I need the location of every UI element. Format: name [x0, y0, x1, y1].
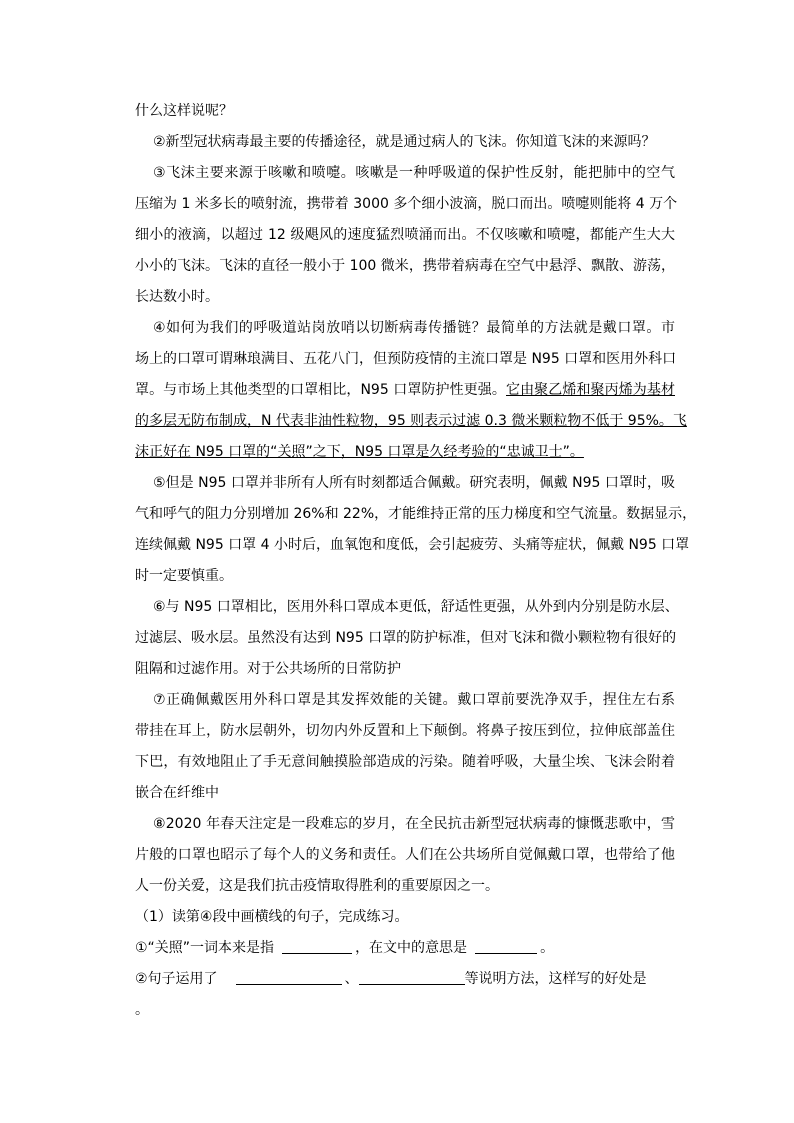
- q1-text-a: ①“关照”一词本来是指: [135, 940, 275, 956]
- line-text: 压缩为 1 米多长的喷射流，携带着 3000 多个细小波滴，脱口而出。喷嚏则能将 4 万个: [135, 196, 678, 212]
- paragraph: [135, 313, 687, 468]
- line-text: 长达数小时。: [135, 289, 219, 305]
- text-line: [135, 530, 690, 561]
- text-line: [135, 809, 675, 840]
- answer-blank-4[interactable]: [359, 970, 465, 985]
- line-text: 气和呼气的阻力分别增加 26%和 22%，才能维持正常的压力梯度和空气流量。数据显示，: [135, 506, 697, 522]
- text-line: [135, 189, 678, 220]
- line-text: 过滤层、吸水层。虽然没有达到 N95 口罩的防护标准，但对飞沫和微小颗粒物有很好的: [135, 630, 677, 646]
- document-body: [135, 96, 697, 1026]
- text-line: [135, 96, 675, 127]
- question-section: [135, 902, 675, 1026]
- text-line: [135, 127, 675, 158]
- paragraph: [135, 468, 697, 592]
- text-line: [135, 685, 675, 716]
- line-text: 连续佩戴 N95 口罩 4 小时后，血氧饱和度低，会引起疲劳、头痛等症状，佩戴 N95 口罩: [135, 537, 690, 553]
- q1-text-b: ，在文中的意思是: [355, 940, 468, 956]
- line-text: 嵌合在纤维中: [135, 785, 219, 801]
- paragraph: [135, 685, 675, 809]
- text-line: [135, 654, 675, 685]
- q2-text-b: 、: [344, 971, 359, 987]
- text-line: [135, 623, 675, 654]
- text-line: [135, 375, 675, 406]
- text-line: [135, 871, 675, 902]
- text-line: [135, 499, 697, 530]
- line-text: 人一份关爱，这是我们抗击疫情取得胜利的重要原因之一。: [135, 878, 499, 894]
- q1-text-c: 。: [540, 940, 555, 956]
- text-line: [135, 592, 679, 623]
- line-text: ⑦正确佩戴医用外科口罩是其发挥效能的关键。戴口罩前要洗净双手，捏住左右系: [153, 692, 675, 708]
- q2-text-d: 。: [135, 1002, 149, 1018]
- line-text: 片般的口罩也昭示了每个人的义务和责任。人们在公共场所自觉佩戴口罩，也带给了他: [135, 847, 675, 863]
- question-2-end: [135, 995, 675, 1026]
- text-line: [135, 158, 675, 189]
- line-text: 小小的飞沫。飞沫的直径一般小于 100 微米，携带着病毒在空气中悬浮、飘散、游荡，: [135, 258, 675, 274]
- text-line: [135, 561, 675, 592]
- answer-blank-2[interactable]: [475, 939, 537, 954]
- text-line: [135, 282, 675, 313]
- text-line: [135, 437, 675, 468]
- line-text: ⑤但是 N95 口罩并非所有人所有时刻都适合佩戴。研究表明，佩戴 N95 口罩时，吸: [153, 475, 675, 491]
- paragraph: [135, 127, 675, 158]
- question-2: [135, 964, 675, 995]
- line-text: 细小的液滴，以超过 12 级飓风的速度猛烈喷涌而出。不仅咳嗽和喷嚏，都能产生大大: [135, 227, 675, 243]
- line-text: 什么这样说呢？: [135, 103, 233, 119]
- text-line: [135, 220, 675, 251]
- line-text: 带挂在耳上，防水层朝外，切勿内外反置和上下颠倒。将鼻子按压到位，拉伸底部盖住: [135, 723, 675, 739]
- text-line: [135, 344, 675, 375]
- paragraph: [135, 809, 675, 902]
- paragraph: [135, 96, 675, 127]
- q2-text-c: 等说明方法，这样写的好处是: [464, 971, 647, 987]
- line-text: ④如何为我们的呼吸道站岗放哨以切断病毒传播链？最简单的方法就是戴口罩。市: [153, 320, 675, 336]
- answer-blank-3[interactable]: [236, 970, 342, 985]
- text-line: [135, 251, 675, 282]
- line-text: ⑧2020 年春天注定是一段难忘的岁月，在全民抗击新型冠状病毒的慷慨悲歌中，雪: [153, 816, 675, 832]
- text-line: [135, 313, 675, 344]
- line-text: 时一定要慎重。: [135, 568, 233, 584]
- text-line: [135, 468, 675, 499]
- line-text: 阻隔和过滤作用。对于公共场所的日常防护: [135, 661, 401, 677]
- question-title: （1）读第④段中画横线的句子，完成练习。: [135, 909, 409, 925]
- underlined-text: 的多层无防布制成，N 代表非油性粒物，95 则表示过滤 0.3 微米颗粒物不低于 95%。飞: [135, 413, 687, 429]
- line-text: ⑥与 N95 口罩相比，医用外科口罩成本更低，舒适性更强，从外到内分别是防水层、: [153, 599, 679, 615]
- line-text: ③飞沫主要来源于咳嗽和喷嚏。咳嗽是一种呼吸道的保护性反射，能把肺中的空气: [153, 165, 675, 181]
- text-line: [135, 840, 675, 871]
- text-line: [135, 747, 675, 778]
- line-text: 下巴，有效地阻止了手无意间触摸脸部造成的污染。随着呼吸，大量尘埃、飞沫会附着: [135, 754, 675, 770]
- text-line: [135, 778, 675, 809]
- underlined-text: 它由聚乙烯和聚丙烯为基材: [506, 382, 675, 398]
- question-1: [135, 933, 675, 964]
- q2-text-a: ②句子运用了: [135, 971, 218, 987]
- answer-blank-1[interactable]: [282, 939, 352, 954]
- text-line: [135, 406, 687, 437]
- underlined-text: 沫正好在 N95 口罩的“关照”之下，N95 口罩是久经考验的“忠诚卫士”。: [135, 444, 584, 460]
- line-text: ②新型冠状病毒最主要的传播途径，就是通过病人的飞沫。你知道飞沫的来源吗？: [153, 134, 656, 150]
- paragraph: [135, 158, 678, 313]
- text-line: [135, 716, 675, 747]
- line-text: 罩。与市场上其他类型的口罩相比，N95 口罩防护性更强。: [135, 382, 506, 398]
- paragraph: [135, 592, 679, 685]
- line-text: 场上的口罩可谓琳琅满目、五花八门，但预防疫情的主流口罩是 N95 口罩和医用外科口: [135, 351, 677, 367]
